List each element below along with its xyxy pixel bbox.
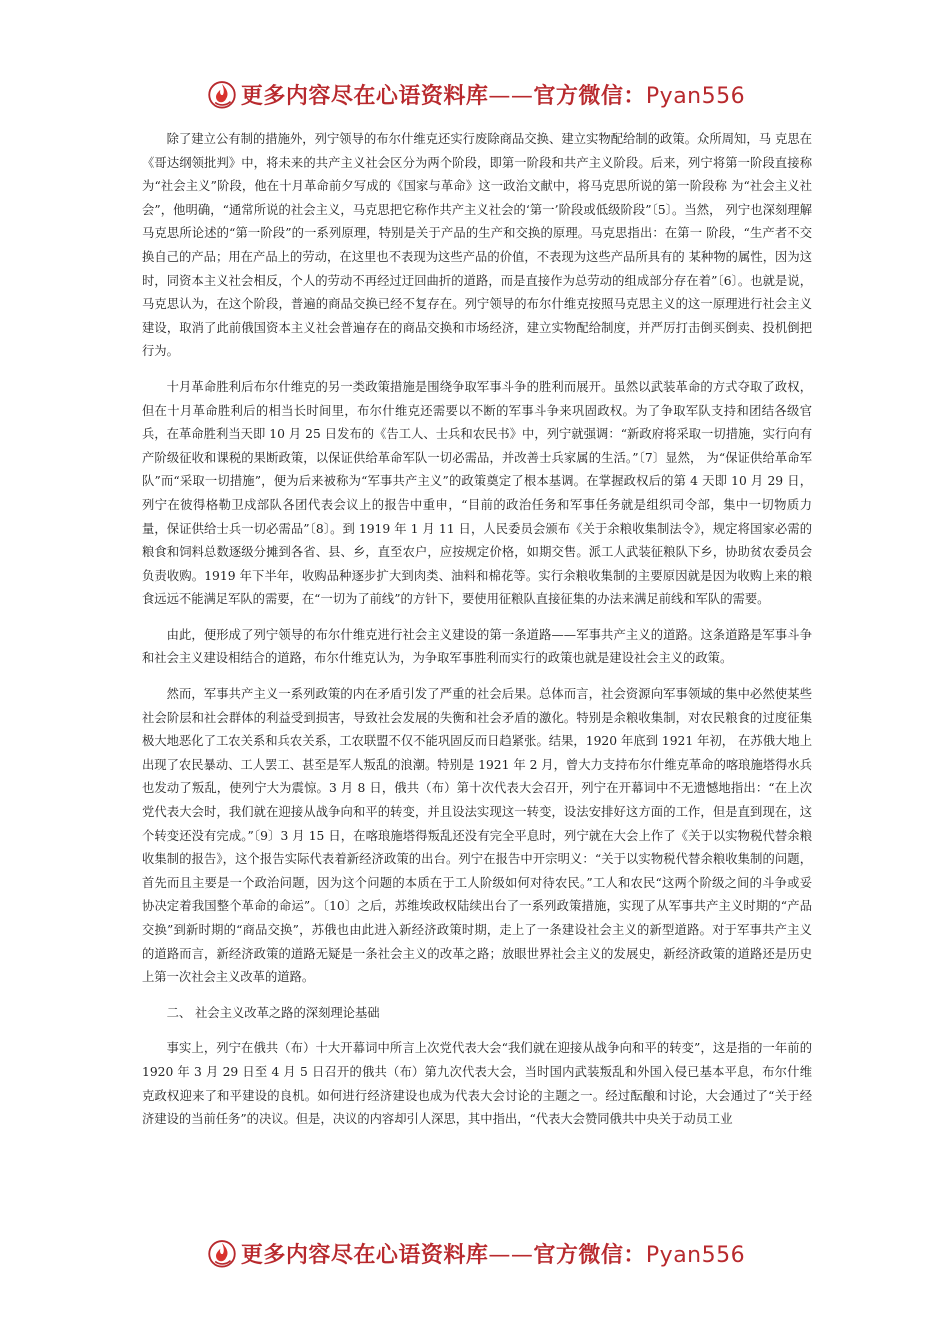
- flame-logo-icon: [205, 1236, 239, 1270]
- banner-wechat-label: 官方微信：: [533, 1242, 646, 1268]
- banner-title: 更多内容尽在心语资料库: [240, 83, 489, 109]
- paragraph-2: 十月革命胜利后布尔什维克的另一类政策措施是围绕争取军事斗争的胜利而展开。虽然以武装革命的方式夺取了政权，但在十月革命胜利后的相当长时间里，布尔什维克还需要以不断的军事斗争来巩固政权。为了争取军队支持和团结各级官兵，在革命胜利当天即 10 月 25 日发布的《告工人、士兵和农民书》中，列宁就强调：“新政府将采取一切措施，实行向有产阶级征收和课税的果断政策，以保证供给革命军队一切必需品，并改善士兵家属的生活。”〔7〕显然， 为“保证供给革命军队”而“采取一切措施”，便为后来被称为“军事共产主义”的政策奠定了根本基调。在掌握政权后的第 4 天即 10 月 29 日，列宁在彼得格勒卫戍部队各团代表会议上的报告中重申，“目前的政治任务和军事任务就是组织司令部，集中一切物质力量，保证供给士兵一切必需品”〔8〕。到 1919 年 1 月 11 日，人民委员会颁布《关于余粮收集制法令》，规定将国家必需的粮食和饲料总数逐级分摊到各省、县、乡，直至农户，应按规定价格，如期交售。派工人武装征粮队下乡，协助贫农委员会负责收购。1919 年下半年，收购品种逐步扩大到肉类、油料和棉花等。实行余粮收集制的主要原因就是因为收购上来的粮食远远不能满足军队的需要，在“一切为了前线”的方针下，要使用征粮队直接征集的办法来满足前线和军队的需要。: [142, 379, 812, 607]
- footer-banner: [0, 1233, 950, 1273]
- section-heading: 二、 社会主义改革之路的深刻理论基础: [166, 1005, 380, 1020]
- banner-inner: [205, 77, 745, 111]
- banner-dash: ——: [488, 1242, 534, 1268]
- header-banner: [0, 74, 950, 114]
- document-body: [142, 128, 812, 1144]
- flame-logo-icon: [205, 77, 239, 111]
- banner-dash: ——: [488, 83, 534, 109]
- banner-wechat-label: 官方微信：: [533, 83, 646, 109]
- banner-wechat-id: Pyan556: [645, 83, 746, 109]
- banner-wechat-id: Pyan556: [645, 1242, 746, 1268]
- banner-title: 更多内容尽在心语资料库: [240, 1242, 489, 1268]
- paragraph-3: 由此，便形成了列宁领导的布尔什维克进行社会主义建设的第一条道路——军事共产主义的道路。这条道路是军事斗争和社会主义建设相结合的道路，布尔什维克认为，为争取军事胜利而实行的政策也就是建设社会主义的政策。: [142, 627, 812, 666]
- banner-inner: [205, 1236, 745, 1270]
- paragraph-5: 事实上，列宁在俄共（布）十大开幕词中所言上次党代表大会“我们就在迎接从战争向和平的转变”，这是指的一年前的 1920 年 3 月 29 日至 4 月 5 日召开的俄共（布）第九次代表大会，当时国内武装叛乱和外国入侵已基本平息，布尔什维克政权迎来了和平建设的良机。如何进行经济建设也成为代表大会讨论的主题之一。经过酝酿和讨论，大会通过了“关于经济建设的当前任务”的决议。但是，决议的内容却引人深思，其中指出，“代表大会赞同俄共中央关于动员工业: [142, 1041, 812, 1127]
- paragraph-1: 除了建立公有制的措施外，列宁领导的布尔什维克还实行废除商品交换、建立实物配给制的政策。众所周知，马 克思在《哥达纲领批判》中，将未来的共产主义社会区分为两个阶段，即第一阶段和共产主义阶段。后来，列宁将第一阶段直接称为“社会主义”阶段，他在十月革命前夕写成的《国家与革命》这一政治文献中，将马克思所说的第一阶段称 为“社会主义社会”，他明确，“通常所说的社会主义，马克思把它称作共产主义社会的‘第一’阶段或低级阶段”〔5〕。当然， 列宁也深刻理解马克思所论述的“第一阶段”的一系列原理，特别是关于产品的生产和交换的原理。马克思指出：在第一 阶段，“生产者不交换自己的产品；用在产品上的劳动，在这里也不表现为这些产品的价值，不表现为这些产品所具有的 某种物的属性，因为这时，同资本主义社会相反，个人的劳动不再经过迂回曲折的道路，而是直接作为总劳动的组成部分存在着”〔6〕。也就是说，马克思认为，在这个阶段，普遍的商品交换已经不复存在。列宁领导的布尔什维克按照马克思主义的这一原理进行社会主义建设，取消了此前俄国资本主义社会普遍存在的商品交换和市场经济，建立实物配给制度，并严厉打击倒买倒卖、投机倒把行为。: [142, 132, 812, 359]
- banner-text: [241, 79, 745, 110]
- paragraph-4: 然而，军事共产主义一系列政策的内在矛盾引发了严重的社会后果。总体而言，社会资源向军事领域的集中必然使某些社会阶层和社会群体的利益受到损害，导致社会发展的失衡和社会矛盾的激化。特别是余粮收集制，对农民粮食的过度征集极大地恶化了工农关系和兵农关系，工农联盟不仅不能巩固反而日趋紧张。结果，1920 年底到 1921 年初， 在苏俄大地上出现了农民暴动、工人罢工、甚至是军人叛乱的浪潮。特别是 1921 年 2 月，曾大力支持布尔什维克革命的喀琅施塔得水兵也发动了叛乱，使列宁大为震惊。3 月 8 日，俄共（布）第十次代表大会召开，列宁在开幕词中不无遗憾地指出：“在上次党代表大会时，我们就在迎接从战争向和平的转变，并且设法实现这一转变，设法安排好这方面的工作，但是直到现在，这个转变还没有完成。”〔9〕3 月 15 日，在喀琅施塔得叛乱还没有完全平息时，列宁就在大会上作了《关于以实物税代替余粮收集制的报告》，这个报告实际代表着新经济政策的出台。列宁在报告中开宗明义：“关于以实物税代替余粮收集制的问题，首先而且主要是一个政治问题，因为这个问题的本质在于工人阶级如何对待农民。”工人和农民“这两个阶级之间的斗争或妥协决定着我国整个革命的命运”。〔10〕之后，苏维埃政权陆续出台了一系列政策措施，实现了从军事共产主义时期的“产品交换”到新时期的“商品交换”，苏俄也由此进入新经济政策时期，走上了一条建设社会主义的新型道路。对于军事共产主义的道路而言，新经济政策的道路无疑是一条社会主义的改革之路；放眼世界社会主义的发展史，新经济政策的道路还是历史上第一次社会主义改革的道路。: [142, 687, 812, 985]
- banner-text: [241, 1238, 745, 1269]
